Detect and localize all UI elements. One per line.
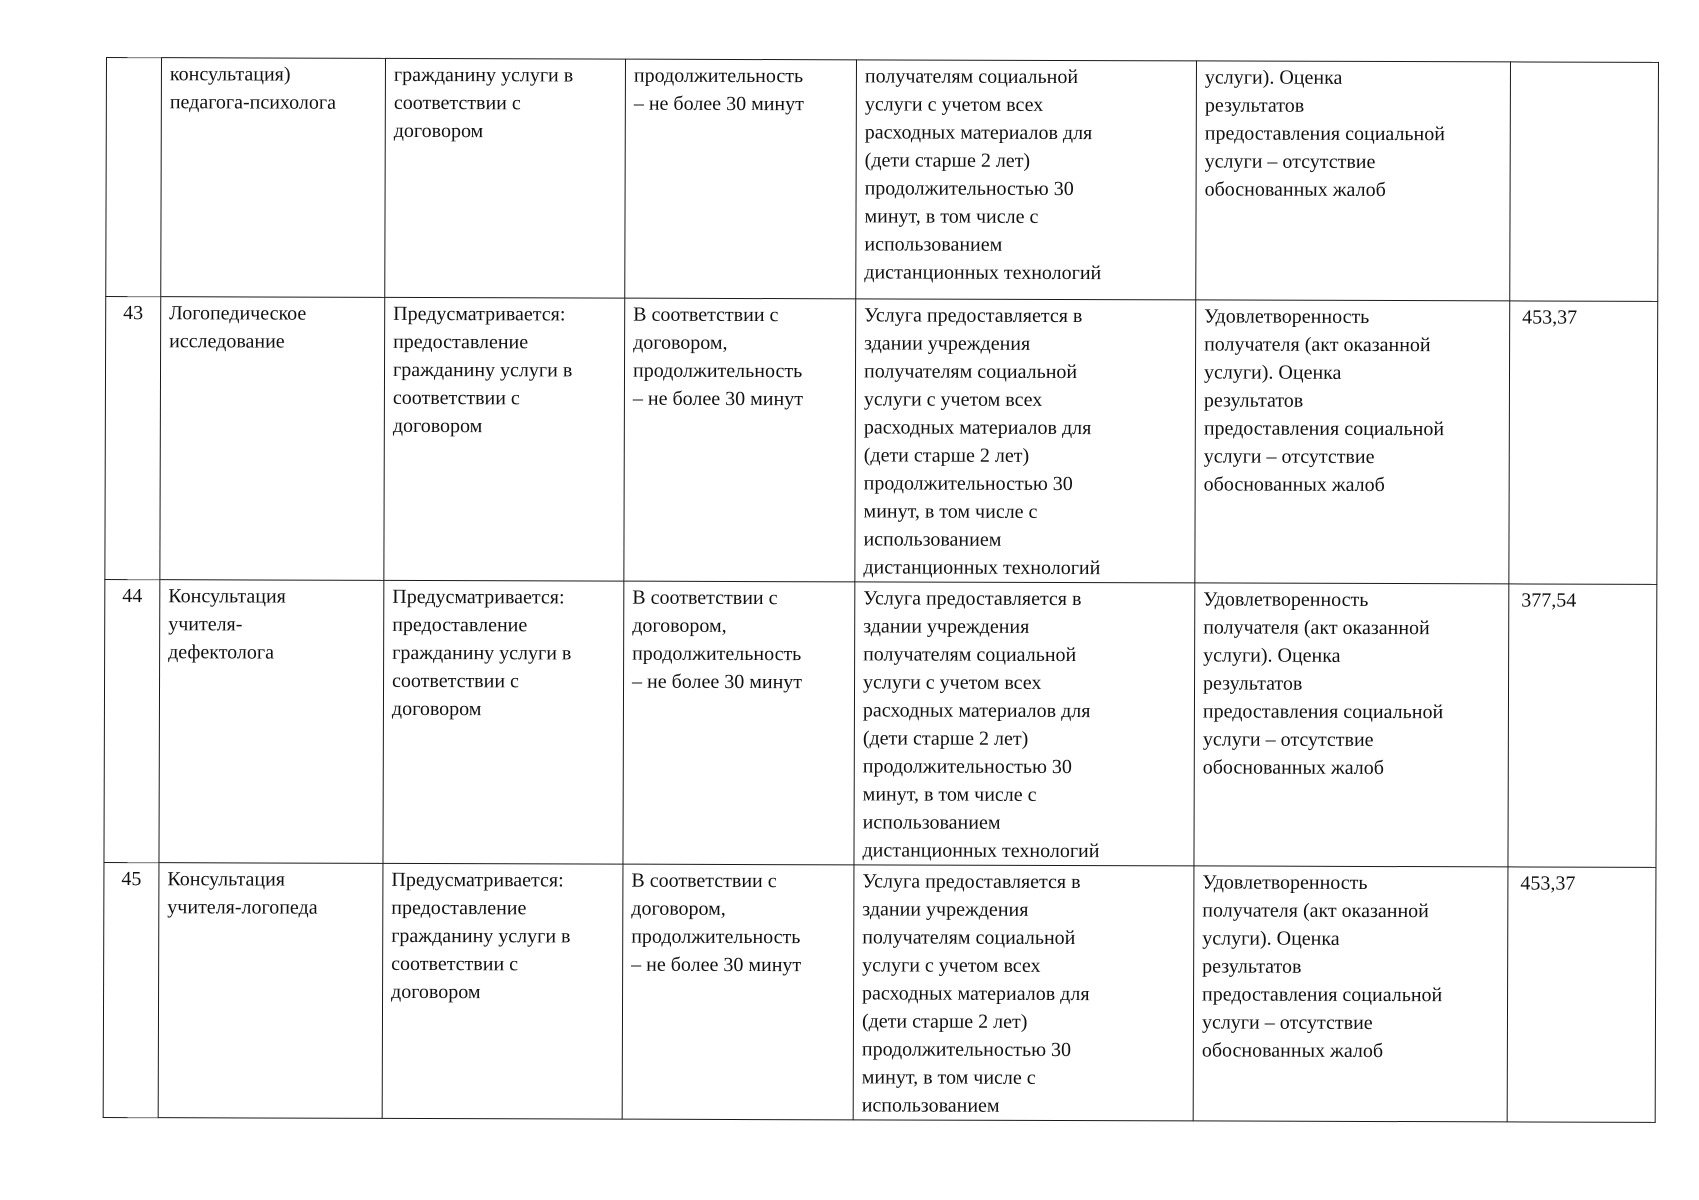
service-quality-cell [1196,61,1511,301]
service-conditions-cell [853,865,1194,1121]
row-number-cell [104,579,160,862]
service-conditions-cell [854,582,1195,866]
row-number: 44 [122,585,143,608]
service-quality-cell [1193,866,1508,1122]
service-timing-cell [623,581,855,865]
service-cost: 453,37 [1520,872,1576,895]
service-description-cell [382,863,623,1119]
service-conditions: Услуга предоставляется в здании учреждения получателям социальной услуги с учетом всех расходных материалов для (дети старше 2 лет) продолжительностью 30 минут, в том числе с использованием [861,870,1090,1117]
service-description-cell [385,58,626,298]
service-name: Консультация учителя-логопеда [167,868,318,919]
service-name-cell [158,863,383,1119]
service-timing-cell [625,59,857,299]
service-name-cell [159,580,384,864]
service-description: гражданину услуги в соответствии с договором [393,63,574,143]
service-timing-cell [624,298,856,582]
row-number: 45 [121,868,142,891]
service-name: Консультация учителя- дефектолога [168,585,286,664]
service-conditions: Услуга предоставляется в здании учреждения получателям социальной услуги с учетом всех расходных материалов для (дети старше 2 лет) продолжительностью 30 минут, в том числе с использованием дистанционных технологий [863,304,1101,580]
service-quality: Удовлетворенность получателя (акт оказанной услуги). Оценка результатов предоставления социальной услуги – отсутствие обоснованных жалоб [1203,305,1445,497]
service-timing: В соответствии с договором, продолжительность – не более 30 минут [632,303,803,411]
service-quality: Удовлетворенность получателя (акт оказанной услуги). Оценка результатов предоставления социальной услуги – отсутствие обоснованных жалоб [1201,871,1443,1063]
table-row [103,862,1656,1122]
service-quality-cell [1195,300,1510,584]
table-row [105,297,1658,585]
service-conditions-cell [856,60,1197,300]
services-table [103,57,1659,1123]
service-timing: продолжительность – не более 30 минут [633,64,804,116]
service-description: Предусматривается: предоставление гражданину услуги в соответствии с договором [391,868,571,1004]
service-cost-cell [1507,867,1656,1122]
service-quality: Удовлетворенность получателя (акт оказанной услуги). Оценка результатов предоставления социальной услуги – отсутствие обоснованных жалоб [1202,588,1444,780]
service-cost: 453,37 [1522,306,1578,329]
row-number-cell [103,862,159,1117]
service-description: Предусматривается: предоставление гражданину услуги в соответствии с договором [392,302,573,438]
service-conditions: Услуга предоставляется в здании учреждения получателям социальной услуги с учетом всех расходных материалов для (дети старше 2 лет) продолжительностью 30 минут, в том числе с использованием дистанционных технологий [862,587,1100,863]
service-cost: 377,54 [1521,589,1577,612]
service-conditions-cell [855,299,1196,583]
service-description-cell [384,297,625,581]
service-conditions: получателям социальной услуги с учетом всех расходных материалов для (дети старше 2 лет) продолжительностью 30 минут, в том числе с использованием дистанционных технологий [864,65,1102,285]
service-name-cell [161,58,386,298]
service-description: Предусматривается: предоставление гражданину услуги в соответствии с договором [391,585,572,721]
service-cost-cell [1509,301,1658,584]
row-number-cell [105,297,161,580]
service-description-cell [383,580,624,864]
row-number: 43 [123,302,144,325]
table-row [104,579,1657,867]
service-cost-cell [1510,62,1659,301]
table-row [106,58,1659,302]
service-quality: услуги). Оценка результатов предоставления социальной услуги – отсутствие обоснованных жалоб [1204,66,1446,202]
service-cost-cell [1508,584,1657,867]
service-quality-cell [1194,583,1509,867]
row-number-cell [106,58,162,297]
service-timing: В соответствии с договором, продолжительность – не более 30 минут [631,869,802,977]
service-name: консультация) педагога-психолога [169,63,337,114]
service-name: Логопедическое исследование [169,302,307,353]
service-timing-cell [622,864,854,1120]
service-name-cell [160,297,385,581]
service-timing: В соответствии с договором, продолжительность – не более 30 минут [632,586,803,694]
